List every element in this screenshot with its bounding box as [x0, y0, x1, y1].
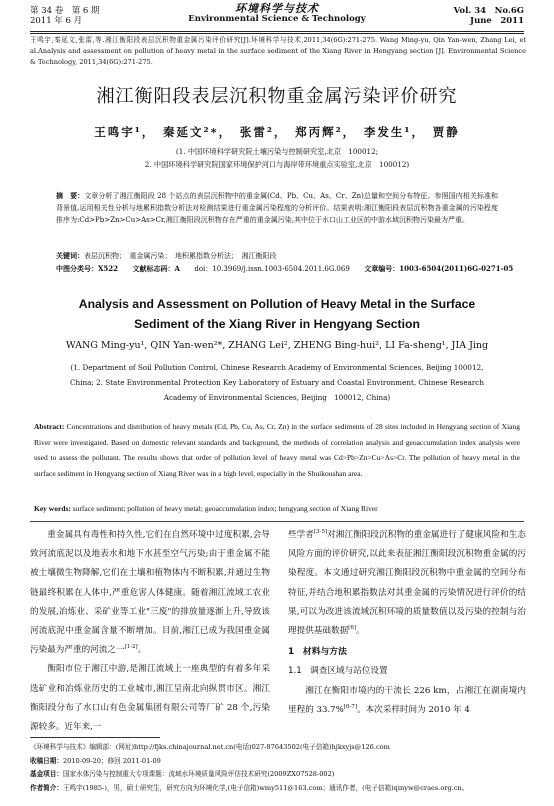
citation-ref: [6]: [348, 625, 356, 632]
keywords-cn: [56, 250, 498, 262]
document-code: 文献标志码：A: [132, 264, 180, 273]
affiliations-en: (1. Department of Soil Pollution Control, Chinese Research Academy of Environmental Sciences, Beijing 100012, China; 2. State Environmental Protection Key Laboratory of Estuary and Coastal Environment, Chinese Research Academy of Environmental Sciences, Beijing 100012, China): [70, 363, 484, 402]
date-cn: 2011 年 6 月: [30, 16, 83, 26]
keywords-cn-label: 关键词：: [56, 251, 84, 260]
body-paragraph: [288, 526, 526, 641]
keywords-cn-text: 表层沉积物； 重金属污染； 地积累指数分析法； 湘江衡阳段: [84, 252, 277, 260]
affiliation-cn-2: 2. 中国环境科学研究院国家环境保护河口与海岸带环境重点实验室,北京 100012): [144, 160, 410, 169]
received-label: 收稿日期：: [30, 756, 63, 765]
title-en-line-2: Sediment of the Xiang River in Hengyang Section: [134, 317, 420, 331]
title-en-line-1: Analysis and Assessment on Pollution of Heavy Metal in the Surface: [78, 297, 476, 311]
fund-label: 基金项目：: [30, 770, 63, 779]
volume-issue-cn: 第 34 卷 第 6 期: [30, 6, 100, 16]
abstract-cn-label: 摘 要：: [56, 191, 85, 200]
citation-ref: [3-5]: [313, 529, 328, 536]
footnote-author: [30, 782, 526, 796]
keywords-en: [34, 502, 520, 516]
journal-name: [30, 4, 524, 24]
citation-ref: [1-2]: [124, 644, 138, 651]
classification-meta: [56, 263, 514, 275]
article-number: 文章编号：1003-6504(2011)6G-0271-05: [364, 264, 514, 273]
citation-line: 王鸣宇,秦延文,张雷,等.湘江衡阳段表层沉积物重金属污染评价研究[J].环境科学与技术,2011,34(6G):271-275. Wang Ming-yu, Qin Yan-wen, Zhang Lei, et al.Analysis and assessment on pollution of heavy metal in the surface sediment of the Xiang River in Hengyang section [J]. Environmental Science & Technology, 2011,34(6G):271-275.: [30, 36, 526, 66]
section-divider: [30, 521, 524, 522]
body-paragraph: [288, 682, 526, 720]
footnote-journal-contact: 《环境科学与技术》编辑部：(网址)http://fjks.chinajournal.net.cn(电话)027-87643502(电子信箱)hjkxyjs@126.com: [30, 743, 390, 751]
doi: doi：10.3969/j.issn.1003-6504.2011.6G.069: [194, 265, 350, 273]
body-column-left: [30, 526, 270, 737]
subsection-heading: 1.1 调查区域与站位设置: [288, 666, 388, 677]
body-paragraph: 重金属具有毒性和持久性,它们在自然环境中过度积累,会导致河流底泥以及地表水和地下水甚至空气污染;由于重金属不能被土壤微生物降解,它们在土壤和植物体内不断积累,并通过生物链最终积累在人体中,严重危害人体健康。随着湘江流域工农业的发展,冶炼业、采矿业等工业"三废"的排放量逐渐上升,导致该河流底泥中重金属含量不断增加。目前,湘江已成为我国重金属污染最为严重的河流之一[1-2]。: [30, 530, 270, 656]
footnotes: [30, 741, 526, 795]
affiliation-cn-1: (1. 中国环境科学研究院土壤污染与控制研究室,北京 100012;: [175, 147, 379, 156]
authors-en: WANG Ming-yu¹, QIN Yan-wen²*, ZHANG Lei², ZHENG Bing-hui², LI Fa-sheng¹, JIA Jing: [65, 340, 489, 351]
paragraph-text: 些学者: [288, 530, 314, 540]
author-label: 作者简介：: [30, 783, 63, 792]
paragraph-text: 。: [355, 626, 365, 637]
body-paragraph: 衡阳市位于湘江中游,是湘江流域上一座典型的有着多年采选矿业和冶炼业历史的工业城市,湘江呈南北向纵贯市区。湘江衡阳段分布了水口山有色金属集团有限公司等厂矿 28 个,污染源较多。近年来,一: [30, 664, 270, 733]
section-heading: 1 材料与方法: [288, 647, 347, 658]
volume-issue-en: Vol. 34 No.6G: [453, 6, 524, 16]
citation-ref: [6-7]: [343, 703, 357, 710]
keywords-en-label: Key words:: [34, 504, 71, 513]
abstract-en: [34, 419, 520, 481]
footnote-rule: [30, 737, 160, 738]
journal-name-cn: 环境科学与技术: [235, 2, 319, 15]
received-dates: 2010-09-20；修回 2011-01-09: [62, 756, 161, 765]
affiliations-cn: [0, 145, 554, 171]
clc-number: 中图分类号：X522: [56, 264, 119, 273]
journal-name-en: Environmental Science & Technology: [188, 14, 366, 24]
running-header: [30, 4, 524, 34]
paragraph-text: 重金属具有毒性和持久性,它们在自然环境中过度积累,会导致河流底泥以及地表水和地下水甚至空气污染;由于重金属不能被土壤微生物降解,它们在土壤和植物体内不断积累,并通过生物链最终积累在人体中,严重危害人体健康。随着湘江流域工农业的发展,冶炼业、采矿业等工业"三废"的排放量逐渐上升,导致该河流底泥中重金属含量不断增加。目前,湘江已成为我国重金属污染最为严重的河流之一: [30, 530, 270, 656]
abstract-cn-text: 文章分析了湘江衡阳段 28 个站点的表层沉积物中的重金属(Cd、Pb、Cu、As、Cr、Zn)总量和空间分布特征。参照国内相关标准和背景值,运用相关性分析与地累积指数分析法对检测结果进行重金属污染程度的分析评价。结果表明:湘江衡阳段表层沉积物各重金属的污染程度排序为:Cd>Pb>Zn>Cu>As>Cr,湘江衡阳段沉积物存在严重的重金属污染,其中位于水口山工业区的中游水域沉积物污染最为严重。: [56, 192, 499, 224]
author-bio: 王鸣宇(1985-)，男，硕士研究生，研究方向为环境化学,(电子信箱)wmy511@163.com；通讯作者，(电子信箱)qinyw@craes.org.cn。: [62, 783, 469, 792]
abstract-cn: [56, 190, 498, 226]
abstract-en-text: Concentrations and distribution of heavy metals (Cd, Pb, Cu, As, Cr, Zn) in the surface sediments of 28 sites included in Hengyang section of Xiang River were investigated. Based on domestic relevant standards and background, the methods of correlation analysis and geoaccumulation index analysis were used to assess the pollutant. The results shows that order of pollution level of heavy metal was Cd>Pb>Zn>Cu>As>Cr. The pollution of heavy metal in the surface sediment in Hengyang section of Xiang River was in a high level, especially in the Shuikoushan area.: [34, 422, 520, 478]
header-rule: [30, 31, 524, 34]
paragraph-text: 湘江在衡阳市境内的干流长 226 km，占湘江在湖南境内里程的 33.7%: [288, 685, 526, 715]
abstract-en-label: Abstract:: [34, 422, 65, 431]
header-vol-no: [454, 6, 524, 26]
paragraph-text: 。本次采样时间为 2010 年 4: [356, 704, 470, 715]
paragraph-text: 对湘江衡阳段沉积物的重金属进行了健康风险和生态风险方面的评价研究,以此来表征湘江衡阳段沉积物重金属的污染程度。本文通过研究湘江衡阳段沉积物中重金属的空间分布特征,并结合地积累指数法对其重金属的污染情况进行评价的结果,可以为改进该流域沉积环境的质量数值以及污染的控制与治理提供基础数据: [288, 530, 526, 637]
authors-cn: 王鸣宇¹， 秦延文²*， 张雷²， 郑丙辉²， 李发生¹， 贾静: [94, 125, 460, 139]
date-en: June 2011: [470, 16, 524, 26]
keywords-en-text: surface sediment; pollution of heavy metal; geoaccumulation index; hengyang section of Xiang River: [72, 504, 378, 513]
article-title-cn: 湘江衡阳段表层沉积物重金属污染评价研究: [96, 86, 458, 107]
article-title-en: [0, 294, 554, 334]
footnote-fund: [30, 768, 526, 782]
body-column-right: [288, 526, 526, 720]
fund-text: 国家水体污染与控制重大专项课题：流域水环境质量风险评估技术研究(2009ZX07528-002): [62, 770, 335, 779]
footnote-received: [30, 755, 526, 769]
